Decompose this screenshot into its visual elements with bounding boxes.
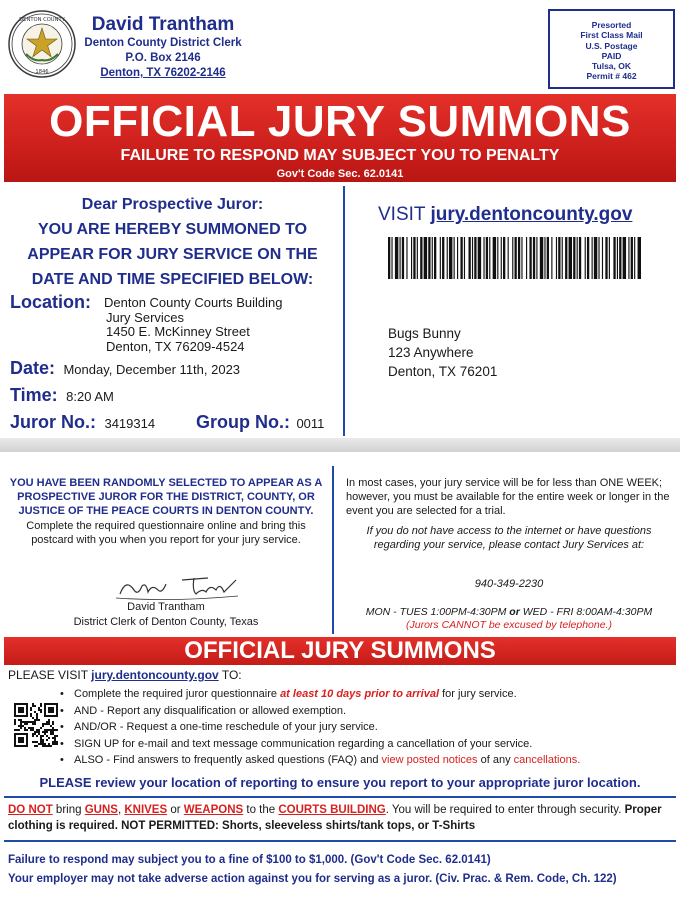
instruction-text: ALSO - Find answers to frequently asked questions (FAQ) and xyxy=(74,754,382,766)
juror-label: Juror No.: xyxy=(10,412,97,432)
signature-image xyxy=(112,572,242,602)
please-visit xyxy=(8,668,242,682)
greeting-line: DATE AND TIME SPECIFIED BELOW: xyxy=(31,271,314,288)
visit-prefix: VISIT xyxy=(378,204,431,225)
postage-line: Permit # 462 xyxy=(586,71,637,82)
postage-line: Presorted xyxy=(591,20,632,30)
qr-code-icon xyxy=(14,703,58,747)
contact-note: If you do not have access to the internet or have questions regarding your service, please contact Jury Services at: xyxy=(366,525,652,551)
no-phone-excuse: (Jurors CANNOT be excused by telephone.) xyxy=(405,619,612,631)
instruction-item: • SIGN UP for e-mail and text message communication regarding a cancellation of your service. xyxy=(74,736,674,753)
svg-text:DENTON COUNTY: DENTON COUNTY xyxy=(19,17,65,23)
do-not: DO NOT xyxy=(8,804,53,816)
sender-po-box: P.O. Box 2146 xyxy=(125,52,201,64)
selection-bold: YOU HAVE BEEN RANDOMLY SELECTED TO APPEAR AS A PROSPECTIVE JUROR FOR THE DISTRICT, COUNTY, OR JUSTICE OF THE PEACE COURTS IN DENTON COUNTY. xyxy=(9,477,323,518)
postage-line: Tulsa, OK xyxy=(591,61,632,72)
location-address xyxy=(104,296,283,354)
website-link[interactable]: jury.dentoncounty.gov xyxy=(430,204,633,225)
date-value: Monday, December 11th, 2023 xyxy=(63,362,241,377)
barcode-icon xyxy=(388,237,641,279)
instruction-item: • AND - Report any disqualification or allowed exemption. xyxy=(74,703,674,720)
service-length-note: In most cases, your jury service will be for less than ONE WEEK; however, you must be available for the entire week or longer in the event you are selected for a trial. xyxy=(346,477,670,517)
instruction-text: Complete the required juror questionnaire xyxy=(74,688,281,700)
weapons-notice xyxy=(8,802,672,834)
time-label: Time: xyxy=(10,385,58,405)
office-hours xyxy=(346,606,672,632)
instruction-notices: view posted notices xyxy=(381,754,478,766)
signer-name: David Trantham xyxy=(127,601,205,613)
phone-number: 940-349-2230 xyxy=(474,578,544,590)
salutation: Dear Prospective Juror: xyxy=(81,196,264,213)
instruction-item xyxy=(74,752,674,769)
hours-or: or xyxy=(509,606,520,618)
greeting-line: YOU ARE HEREBY SUMMONED TO xyxy=(37,221,308,238)
knives: KNIVES xyxy=(124,804,168,816)
courts-building: COURTS BUILDING xyxy=(278,804,386,816)
weapons-text: . You will be required to enter through security. xyxy=(385,804,625,816)
greeting-line: APPEAR FOR JURY SERVICE ON THE xyxy=(27,246,318,263)
summons-banner xyxy=(4,94,676,182)
location-line: 1450 E. McKinney Street xyxy=(106,324,250,339)
sender-address xyxy=(82,14,244,81)
instruction-deadline: at least 10 days prior to arrival xyxy=(280,688,440,700)
addressee-line: Bugs Bunny xyxy=(388,326,461,341)
location-label: Location: xyxy=(10,292,91,312)
weapons-text: or xyxy=(167,804,184,816)
summons-banner-secondary: OFFICIAL JURY SUMMONS xyxy=(4,637,676,665)
weapons-text: to the xyxy=(243,804,279,816)
visit-prefix: PLEASE VISIT xyxy=(8,668,92,682)
instruction-item xyxy=(74,686,674,703)
juror-row xyxy=(10,412,340,433)
weapons-text: bring xyxy=(52,804,85,816)
selection-rest: Complete the required questionnaire online and bring this postcard with you when you report for your jury service. xyxy=(26,519,306,546)
postage-line: U.S. Postage xyxy=(585,40,638,51)
addressee-line: Denton, TX 76201 xyxy=(388,364,498,379)
weapons: WEAPONS xyxy=(183,804,244,816)
sender-title: Denton County District Clerk xyxy=(84,37,242,49)
signer-block xyxy=(8,600,324,630)
greeting xyxy=(10,192,335,292)
clothing-rule: Proper clothing is required. NOT PERMITTED: Shorts, sleeveless shirts/tank tops, or T-Shirts xyxy=(8,804,662,832)
legal-notice xyxy=(8,851,672,889)
selection-notice xyxy=(8,476,324,547)
website-link-2[interactable]: jury.dentoncounty.gov xyxy=(91,668,219,682)
horizontal-rule xyxy=(4,796,676,798)
vertical-divider xyxy=(332,466,334,634)
visit-suffix: TO: xyxy=(218,668,242,682)
guns: GUNS xyxy=(84,804,118,816)
hours-wed-fri: WED - FRI 8:00AM-4:30PM xyxy=(519,606,653,618)
horizontal-rule xyxy=(4,840,676,842)
date-label: Date: xyxy=(10,358,56,378)
group-label: Group No.: xyxy=(196,412,290,432)
instruction-item: • AND/OR - Request a one-time reschedule of your jury service. xyxy=(74,719,674,736)
weapons-text: , xyxy=(117,804,125,816)
addressee-line: 123 Anywhere xyxy=(388,345,474,360)
sender-city: Denton, TX 76202-2146 xyxy=(100,67,226,79)
instruction-text: for jury service. xyxy=(439,688,517,700)
time-value: 8:20 AM xyxy=(66,389,114,404)
addressee xyxy=(388,324,497,381)
location-line: Jury Services xyxy=(106,309,185,325)
location-line: Denton, TX 76209-4524 xyxy=(106,338,245,354)
signer-title: District Clerk of Denton County, Texas xyxy=(73,616,259,628)
visit-website xyxy=(378,204,632,226)
instruction-cancellations: cancellations. xyxy=(513,754,581,766)
banner-subtitle: FAILURE TO RESPOND MAY SUBJECT YOU TO PENALTY xyxy=(120,147,560,164)
review-location-notice: PLEASE review your location of reporting to ensure you report to your appropriate juror location. xyxy=(39,775,641,790)
location-line: Denton County Courts Building xyxy=(104,295,283,310)
postage-line: PAID xyxy=(601,50,622,61)
hours-mon-tue: MON - TUES 1:00PM-4:30PM xyxy=(365,606,510,618)
postage-line: First Class Mail xyxy=(580,30,643,41)
svg-text:1846: 1846 xyxy=(35,69,49,75)
instruction-text: of any xyxy=(477,754,514,766)
employer-notice: Your employer may not take adverse action against you for serving as a juror. (Civ. Prac. & Rem. Code, Ch. 122) xyxy=(8,873,617,885)
postage-indicia xyxy=(548,9,675,89)
time-row xyxy=(10,385,114,406)
county-seal-icon xyxy=(8,10,76,78)
sender-name: David Trantham xyxy=(91,14,235,35)
perforation-band xyxy=(0,438,680,452)
group-number: 0011 xyxy=(296,416,325,431)
date-row xyxy=(10,358,240,379)
vertical-divider xyxy=(343,186,345,436)
banner-title: OFFICIAL JURY SUMMONS xyxy=(49,97,631,146)
banner-code: Gov't Code Sec. 62.0141 xyxy=(276,168,404,180)
fine-notice: Failure to respond may subject you to a fine of $100 to $1,000. (Gov't Code Sec. 62.0141) xyxy=(8,854,491,866)
juror-number: 3419314 xyxy=(104,416,156,431)
instruction-list xyxy=(74,686,674,769)
